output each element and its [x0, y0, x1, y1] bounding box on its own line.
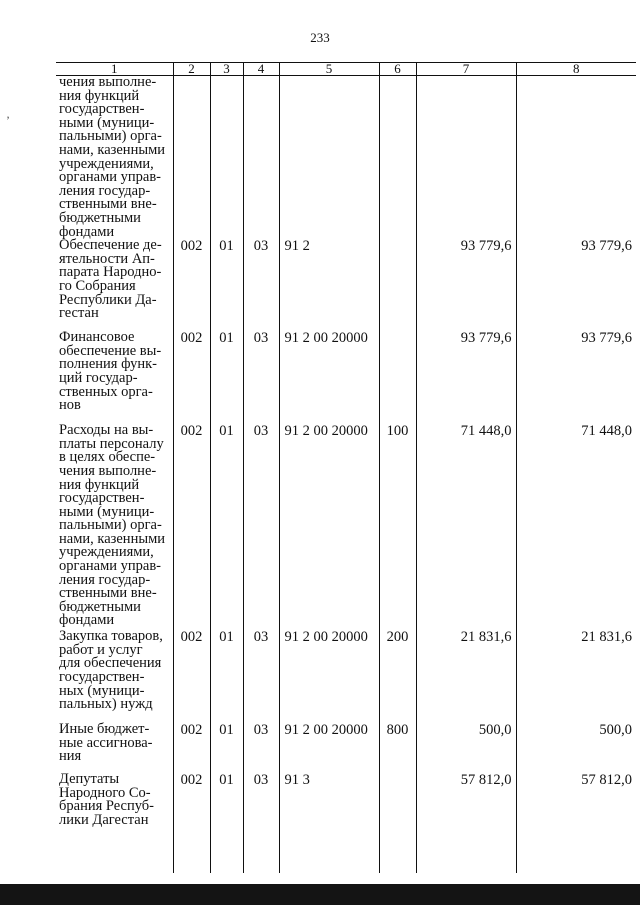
row-name-line: ственных орга- [59, 383, 153, 400]
cell-pr: 03 [243, 239, 279, 331]
cell-csr: 91 2 00 20000 [279, 331, 379, 424]
row-name-line: ния функций [59, 87, 140, 104]
row-name-line: ятельности Ап- [59, 250, 155, 267]
col-header-4: 4 [243, 63, 279, 76]
cell-rz: 01 [210, 331, 243, 424]
row-name-line: Депутаты [59, 771, 120, 788]
row-name [56, 630, 173, 723]
table-row [56, 76, 636, 240]
row-name-line: учреждениями, [59, 155, 154, 172]
row-name-line: ления государ- [59, 182, 151, 199]
row-name-line: ственными вне- [59, 196, 157, 213]
row-name-line: ления государ- [59, 571, 151, 588]
row-name-line: Народного Со- [59, 784, 151, 801]
row-name-line: пальных) нужд [59, 696, 153, 713]
row-name-line: органами управ- [59, 169, 162, 186]
cell-vr: 800 [379, 723, 416, 773]
cell-rz [210, 76, 243, 240]
cell-pr: 03 [243, 424, 279, 630]
row-name-line: нами, казенными [59, 141, 166, 158]
cell-ved: 002 [173, 773, 210, 873]
cell-rz: 01 [210, 239, 243, 331]
row-name-line: работ и услуг [59, 641, 143, 658]
cell-vr: 200 [379, 630, 416, 723]
row-name-line: пальными) орга- [59, 128, 162, 145]
cell-pr: 03 [243, 331, 279, 424]
cell-pr [243, 76, 279, 240]
row-name-line: фондами [59, 612, 115, 629]
cell-vr [379, 76, 416, 240]
row-name-line: лики Дагестан [59, 811, 149, 828]
cell-sum-1 [416, 76, 516, 240]
row-name-line: пальными) орга- [59, 517, 162, 534]
row-name-line: Расходы на вы- [59, 422, 154, 439]
row-name-line: ственными вне- [59, 585, 157, 602]
row-name-line: ными (муници- [59, 114, 155, 131]
row-name-line: Финансовое [59, 329, 135, 346]
cell-vr: 100 [379, 424, 416, 630]
cell-rz: 01 [210, 424, 243, 630]
col-header-8: 8 [516, 63, 636, 76]
cell-vr [379, 331, 416, 424]
cell-ved: 002 [173, 723, 210, 773]
table-row [56, 630, 636, 723]
row-name [56, 773, 173, 873]
cell-sum-2: 93 779,6 [516, 331, 636, 424]
cell-rz: 01 [210, 723, 243, 773]
row-name-line: бюджетными [59, 209, 141, 226]
row-name-line: ных (муници- [59, 682, 145, 699]
table-row [56, 239, 636, 331]
cell-sum-1: 93 779,6 [416, 331, 516, 424]
table-row [56, 424, 636, 630]
cell-sum-2: 500,0 [516, 723, 636, 773]
cell-sum-1: 21 831,6 [416, 630, 516, 723]
row-name-line: Республики Да- [59, 291, 157, 308]
scan-bottom-edge [0, 884, 640, 905]
row-name-line: бюджетными [59, 598, 141, 615]
row-name-line: ния функций [59, 476, 140, 493]
col-header-3: 3 [210, 63, 243, 76]
cell-sum-2 [516, 76, 636, 240]
table-row [56, 773, 636, 873]
row-name-line: в целях обеспе- [59, 449, 156, 466]
row-name-line: полнения функ- [59, 356, 157, 373]
col-header-7: 7 [416, 63, 516, 76]
row-name-line: государствен- [59, 101, 145, 118]
row-name-line: для обеспечения [59, 655, 162, 672]
cell-vr [379, 239, 416, 331]
col-header-2: 2 [173, 63, 210, 76]
row-name-line: Закупка товаров, [59, 628, 163, 645]
row-name-line: ными (муници- [59, 503, 155, 520]
table-body [56, 76, 636, 874]
cell-ved: 002 [173, 424, 210, 630]
cell-sum-1: 57 812,0 [416, 773, 516, 873]
row-name-line: учреждениями, [59, 544, 154, 561]
cell-sum-2: 71 448,0 [516, 424, 636, 630]
cell-ved: 002 [173, 239, 210, 331]
row-name-line: гестан [59, 305, 99, 322]
row-name [56, 723, 173, 773]
row-name-line: ния [59, 748, 82, 765]
row-name-line: го Собрания [59, 277, 136, 294]
cell-sum-1: 93 779,6 [416, 239, 516, 331]
row-name-line: ные ассигнова- [59, 734, 153, 751]
cell-rz: 01 [210, 773, 243, 873]
row-name [56, 76, 173, 240]
row-name [56, 331, 173, 424]
cell-csr: 91 2 00 20000 [279, 630, 379, 723]
cell-ved [173, 76, 210, 240]
cell-ved: 002 [173, 331, 210, 424]
cell-csr: 91 2 00 20000 [279, 723, 379, 773]
row-name-line: чения выполне- [59, 462, 157, 479]
row-name-line: чения выполне- [59, 74, 157, 90]
row-name-line: Обеспечение де- [59, 237, 162, 254]
cell-csr: 91 3 [279, 773, 379, 873]
page-number: 233 [310, 30, 330, 45]
cell-pr: 03 [243, 630, 279, 723]
row-name-line: обеспечение вы- [59, 342, 162, 359]
row-name-line: государствен- [59, 668, 145, 685]
row-name-line: платы персоналу [59, 435, 164, 452]
table-row [56, 723, 636, 773]
row-name-line: Иные бюджет- [59, 721, 150, 738]
row-name-line: фондами [59, 223, 115, 240]
cell-ved: 002 [173, 630, 210, 723]
cell-sum-1: 500,0 [416, 723, 516, 773]
margin-mark: ’ [6, 113, 10, 127]
cell-rz: 01 [210, 630, 243, 723]
cell-sum-2: 21 831,6 [516, 630, 636, 723]
cell-csr: 91 2 [279, 239, 379, 331]
row-name-line: ций государ- [59, 369, 138, 386]
cell-csr [279, 76, 379, 240]
row-name-line: брания Респуб- [59, 798, 155, 815]
row-name-line: государствен- [59, 490, 145, 507]
row-name-line: нами, казенными [59, 530, 166, 547]
cell-csr: 91 2 00 20000 [279, 424, 379, 630]
cell-sum-1: 71 448,0 [416, 424, 516, 630]
row-name [56, 424, 173, 630]
row-name-line: нов [59, 397, 81, 414]
col-header-1: 1 [56, 63, 173, 76]
col-header-5: 5 [279, 63, 379, 76]
cell-vr [379, 773, 416, 873]
cell-pr: 03 [243, 773, 279, 873]
cell-sum-2: 93 779,6 [516, 239, 636, 331]
table-row [56, 331, 636, 424]
budget-table [56, 62, 636, 873]
cell-sum-2: 57 812,0 [516, 773, 636, 873]
col-header-6: 6 [379, 63, 416, 76]
row-name-line: органами управ- [59, 558, 162, 575]
cell-pr: 03 [243, 723, 279, 773]
row-name-line: парата Народно- [59, 264, 162, 281]
row-name [56, 239, 173, 331]
